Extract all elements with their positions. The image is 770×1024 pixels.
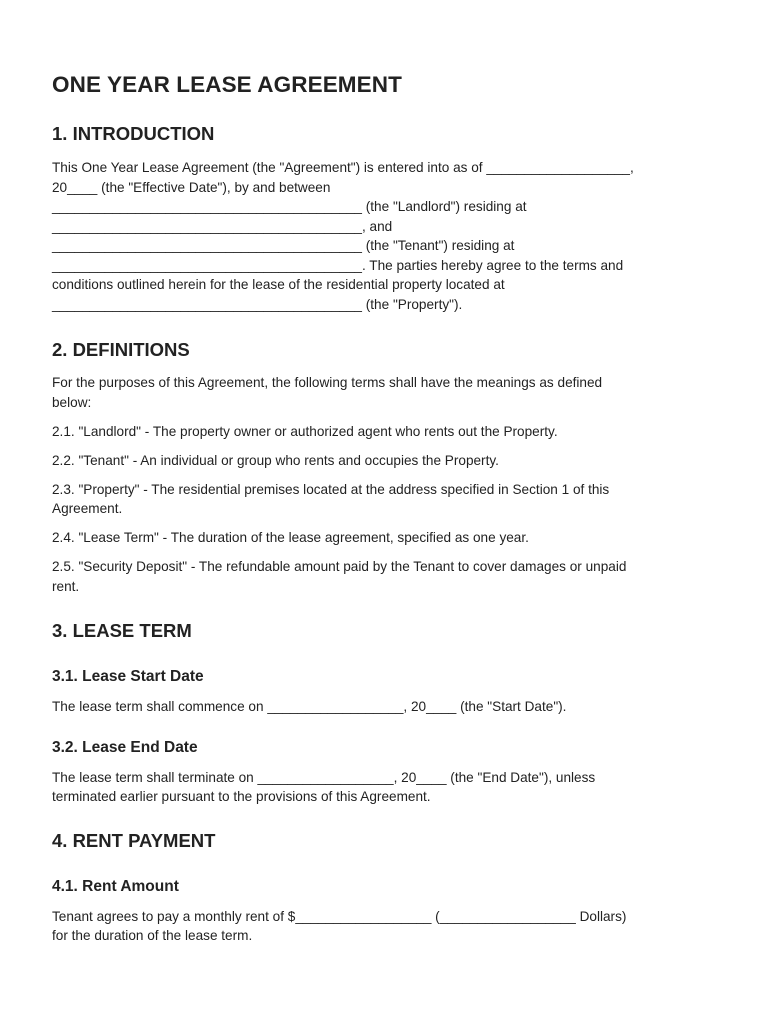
- definition-item: 2.1. "Landlord" - The property owner or authorized agent who rents out the Property.: [52, 423, 558, 439]
- intro-line: _________________________________________ (the "Tenant") residing at: [52, 238, 515, 253]
- introduction-paragraph: [52, 158, 718, 314]
- lease-start-date-heading: 3.1. Lease Start Date: [52, 668, 204, 685]
- section-rent-payment-heading: 4. RENT PAYMENT: [52, 829, 216, 851]
- document-title: ONE YEAR LEASE AGREEMENT: [52, 72, 402, 97]
- intro-line: conditions outlined herein for the lease of the residential property located at: [52, 277, 505, 292]
- rent-amount-text: Tenant agrees to pay a monthly rent of $__________________ (__________________ Dollars) for the duration of the lease term.: [52, 908, 627, 943]
- lease-end-date-text: The lease term shall terminate on __________________, 20____ (the "End Date"), unless terminated earlier pursuant to the provisions of this Agreement.: [52, 769, 596, 804]
- definitions-intro: For the purposes of this Agreement, the following terms shall have the meanings as defined below:: [52, 375, 603, 410]
- intro-line: _________________________________________ (the "Landlord") residing at: [52, 199, 527, 214]
- lease-end-date-heading: 3.2. Lease End Date: [52, 738, 198, 756]
- lease-start-date-text: The lease term shall commence on __________________, 20____ (the "Start Date").: [52, 699, 567, 714]
- section-definitions-heading: 2. DEFINITIONS: [52, 339, 190, 360]
- rent-amount-heading: 4.1. Rent Amount: [52, 877, 179, 895]
- intro-line: _________________________________________. The parties hereby agree to the terms and: [52, 257, 624, 273]
- intro-line: 20____ (the "Effective Date"), by and between: [52, 179, 331, 195]
- intro-line: _________________________________________ (the "Property").: [52, 296, 463, 312]
- intro-line: This One Year Lease Agreement (the "Agreement") is entered into as of ___________________,: [52, 160, 634, 175]
- definition-item: 2.3. "Property" - The residential premises located at the address specified in Section 1 of this Agreement.: [52, 481, 610, 516]
- definition-item: 2.4. "Lease Term" - The duration of the lease agreement, specified as one year.: [52, 530, 529, 545]
- section-introduction-heading: 1. INTRODUCTION: [52, 123, 215, 144]
- section-lease-term-heading: 3. LEASE TERM: [52, 620, 192, 641]
- definition-item: 2.5. "Security Deposit" - The refundable amount paid by the Tenant to cover damages or unpaid rent.: [52, 559, 627, 594]
- intro-line: _________________________________________, and: [52, 218, 393, 234]
- definition-item: 2.2. "Tenant" - An individual or group who rents and occupies the Property.: [52, 452, 499, 468]
